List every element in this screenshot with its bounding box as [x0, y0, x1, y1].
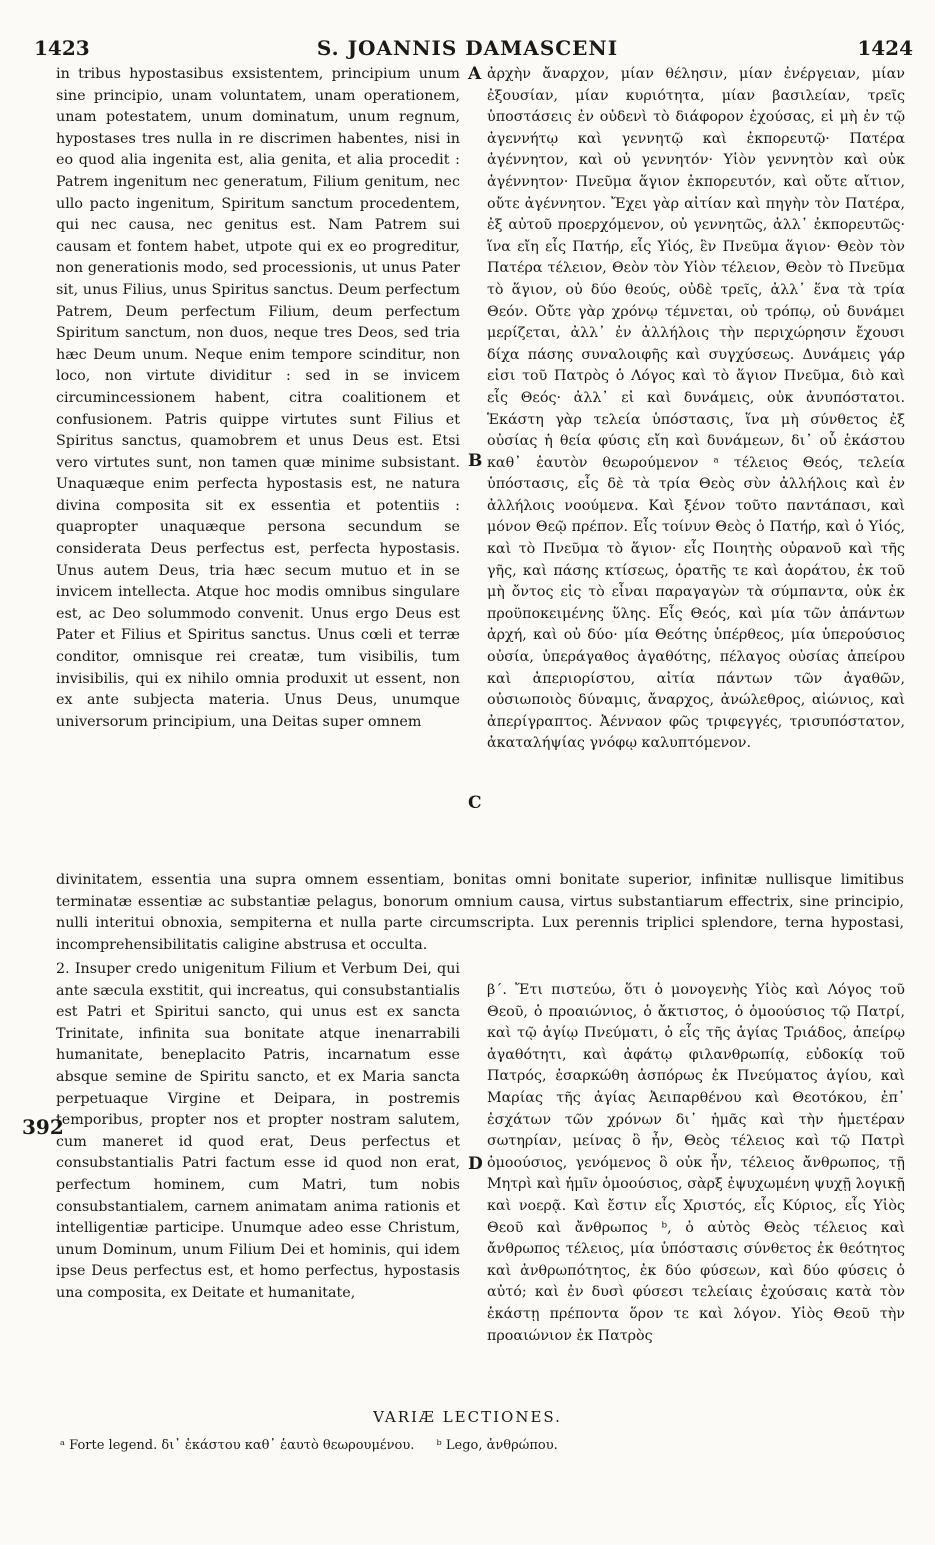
running-header — [0, 36, 935, 62]
latin-column-top — [56, 64, 460, 733]
margin-column-number: 392 — [22, 1115, 64, 1139]
footnote-b: ᵇ Lego, ἀνθρώπου. — [436, 1438, 558, 1453]
margin-letter-c: C — [468, 793, 482, 813]
greek-column-bottom — [487, 980, 905, 1347]
greek-column-top — [487, 64, 905, 755]
latin-full-width-continuation: divinitatem, essentia una supra omnem essentiam, bonitas omni bonitate superior, infinitæ nullisque limitibus terminatæ essentiæ ac substantiæ pelagus, bonorum omnium causa, virtus substantiarum effectrix, sine principio, nulli interitui obnoxia, sempiterna et nulla parte circumscripta. Lux perennis triplici splendore, terna hypostasi, incomprehensibilitatis caligine abstrusa et occulta. — [56, 872, 904, 953]
latin-paragraph-2: 2. Insuper credo unigenitum Filium et Verbum Dei, qui ante sæcula exstitit, qui increatus, qui consubstantialis est Patri et Spiritui sancto, qui unus est ex sancta Trinitate, infinita sua bonitate atque inenarrabili humanitate, beneplacito Patris, incarnatum esse absque semine de Spiritu sancto, et ex Maria sancta perpetuaque Virgine et Deipara, in postremis temporibus, propter nos et propter nostram salutem, cum maneret id quod erat, Deus perfectus et consubstantialis Patri factum esse id quod non erat, perfectum hominem, cum Matri, tum nobis consubstantialem, carnem animatam anima rationis et intelligentiæ participe. Unumque adeo esse Christum, unum Dominum, unum Filium Dei et hominis, qui idem ipse Deus perfectus est, et homo perfectus, hypostasis una composita, ex Deitate et humanitate, — [56, 961, 460, 1301]
latin-column-bottom — [56, 959, 460, 1305]
greek-paragraph-2: β΄. Ἔτι πιστεύω, ὅτι ὁ μονογενὴς Υἱὸς καὶ Λόγος τοῦ Θεοῦ, ὁ προαιώνιος, ὁ ἄκτιστος, ὁ ὁμοούσιος τῷ Πατρί, καὶ τῷ ἁγίῳ Πνεύματι, ὁ εἷς τῆς ἁγίας Τριάδος, ἀπείρῳ ἀγαθότητι, καὶ ἀφάτῳ φιλανθρωπίᾳ, εὐδοκίᾳ τοῦ Πατρός, ἐσαρκώθη ἀσπόρως ἐκ Πνεύματος ἁγίου, καὶ Μαρίας τῆς ἁγίας Ἀειπαρθένου καὶ Θεοτόκου, ἐπ᾽ ἐσχάτων τῶν χρόνων δι᾽ ἡμᾶς καὶ τὴν ἡμετέραν σωτηρίαν, μείνας ὃ ἦν, Θεὸς τέλειος καὶ τῷ Πατρὶ ὁμοούσιος, γενόμενος ὃ οὐκ ἦν, τέλειος ἄνθρωπος, τῇ Μητρὶ καὶ ἡμῖν ὁμοούσιος, σὰρξ ἐψυχωμένη ψυχῇ λογικῇ καὶ νοερᾷ. Καὶ ἔστιν εἷς Χριστός, εἷς Κύριος, εἷς Υἱὸς Θεοῦ καὶ ἄνθρωπος ᵇ, ὁ αὐτὸς Θεὸς τέλειος καὶ ἄνθρωπος τέλειος, μία ὑπόστασις σύνθετος ἐκ θεότητος καὶ ἀνθρωπότητος, ἐκ δύο φύσεων, καὶ δύο φύσεις ὁ αὐτό; καὶ ἐν δυσὶ φύσεσι τελείαις ἐχούσαις κατὰ τὸν ἑκάστῃ πρέποντα ὅρον τε καὶ λόγον. Υἱὸς Θεοῦ τὴν προαιώνιον ἐκ Πατρὸς — [487, 982, 905, 1344]
footnote-a: ᵃ Forte legend. δι᾽ ἑκάστου καθ᾽ ἑαυτὸ θεωρουμένου. — [60, 1438, 415, 1453]
margin-letter-a: A — [468, 64, 482, 84]
right-page-number: 1424 — [857, 36, 913, 60]
footnotes — [60, 1437, 900, 1455]
margin-letter-b: B — [468, 451, 483, 471]
page-title: S. JOANNIS DAMASCENI — [316, 36, 619, 60]
latin-paragraph-1: in tribus hypostasibus exsistentem, principium unum sine principio, unam voluntatem, unam operationem, unam potestatem, unum dominatum, unum regnum, hypostases tres nulla in re discrimen habentes, nisi in eo quod alia ingenita est, alia genita, et alia procedit : Patrem ingenitum nec generatum, Filium genitum, nec ullo pacto ingenitum, Spiritum sanctum procedentem, qui nec causa, nec genitus est. Nam Patrem sui causam et fontem habet, utpote qui ex eo progreditur, non generationis modo, sed processionis, ut unus Pater sit, unus Filius, unus Spiritus sanctus. Deum perfectum Patrem, Deum perfectum Filium, deum perfectum Spiritum sanctum, non duos, neque tres Deos, sed tria hæc Deum unum. Neque enim tempore scinditur, non loco, non virtute dividitur : sed in se invicem circumincessionem habent, citra coalitionem et confusionem. Patris quippe virtutes sunt Filius et Spiritus sanctus, quamobrem et unus Deus est. Etsi vero virtutes sunt, non tamen quæ minime subsistant. Unaquæque enim perfecta hypostasis est, ne natura divina composita sit ex essentia et potentiis : quapropter unaquæque persona secundum se considerata Deus perfectus est, perfecta hypostasis. Unus autem Deus, tria hæc secum mutuo et in se invicem intellecta. Atque hoc modis omnibus singulare est, ac Deo solummodo convenit. Unus ergo Deus est Pater et Filius et Spiritus sanctus. Unus cœli et terræ conditor, omnisque rei creatæ, tum visibilis, tum invisibilis, qui ex nihilo omnia produxit ut essent, non ex ante subjecta materia. Unus Deus, unumque universorum principium, una Deitas super omnem — [56, 66, 460, 730]
margin-letter-d: D — [468, 1154, 483, 1174]
greek-paragraph-1: ἀρχὴν ἄναρχον, μίαν θέλησιν, μίαν ἐνέργειαν, μίαν ἐξουσίαν, μίαν κυριότητα, μίαν βασιλείαν, τρεῖς ὑποστάσεις ἐν οὐδενὶ τὸ διάφορον ἐχούσας, εἰ μὴ ἐν τῷ ἀγεννήτῳ καὶ γεννητῷ καὶ ἐκπορευτῷ· Πατέρα ἀγέννητον, καὶ οὐ γεννητόν· Υἱὸν γεννητὸν καὶ οὐκ ἀγέννητον· Πνεῦμα ἅγιον ἐκπορευτόν, καὶ οὔτε αἴτιον, οὔτε ἀγέννητον. Ἔχει γὰρ αἰτίαν καὶ πηγὴν τὸν Πατέρα, ἐξ αὐτοῦ προερχόμενον, οὐ γεννητῶς, ἀλλ᾽ ἐκπορευτῶς· ἵνα εἴη εἷς Πατήρ, εἷς Υἱός, ἓν Πνεῦμα ἅγιον· Θεὸν τὸν Πατέρα τέλειον, Θεὸν τὸν Υἱὸν τέλειον, Θεὸν τὸ Πνεῦμα τὸ ἅγιον, οὐ δύο θεούς, οὐδὲ τρεῖς, ἀλλ᾽ ἕνα τὰ τρία Θεόν. Οὔτε γὰρ χρόνῳ τέμνεται, οὐ τρόπῳ, οὐ δυνάμει μερίζεται, ἀλλ᾽ ἐν ἀλλήλοις τὴν περιχώρησιν ἔχουσι δίχα πάσης συναλοιφῆς καὶ συγχύσεως. Δυνάμεις γάρ εἰσι τοῦ Πατρὸς ὁ Λόγος καὶ τὸ ἅγιον Πνεῦμα, διὸ καὶ εἷς Θεός· ἀλλ᾽ εἰ καὶ δυνάμεις, οὐκ ἀνυπόστατοι. Ἑκάστη γὰρ τελεία ὑπόστασις, ἵνα μὴ σύνθετος ἐξ οὐσίας ἡ θεία φύσις εἴη καὶ δυνάμεων, δι᾽ οὗ ἑκάστου καθ᾽ ἑαυτὸν θεωρούμενον ᵃ τέλειος Θεός, τελεία ὑπόστασις, εἷς δὲ τὰ τρία Θεὸς σὺν ἀλλήλοις καὶ ἐν ἀλλήλοις νοούμενα. Καὶ ξένον τοῦτο παντάπασι, καὶ μόνον Θεῷ πρέπον. Εἷς τοίνυν Θεὸς ὁ Πατήρ, καὶ ὁ Υἱός, καὶ τὸ Πνεῦμα τὸ ἅγιον· εἷς Ποιητὴς οὐρανοῦ καὶ τῆς γῆς, καὶ πάσης κτίσεως, ὁρατῆς τε καὶ ἀοράτου, ἐκ τοῦ μὴ ὄντος εἰς τὸ εἶναι παραγαγὼν τὰ σύμπαντα, οὐκ ἐκ προϋποκειμένης ὕλης. Εἷς Θεός, καὶ μία τῶν ἁπάντων ἀρχή, καὶ οὐ δύο· μία Θεότης ὑπέρθεος, μία ὑπερούσιος οὐσία, ὑπεράγαθος ἀγαθότης, πέλαγος οὐσίας ἀπείρου καὶ ἀπεριορίστου, αἰτία πάντων τῶν ἀγαθῶν, οὐσιωποιὸς δύναμις, ἄναρχος, ἀνώλεθρος, αἰώνιος, καὶ ἀπερίγραπτος. Ἀένναον φῶς τριφεγγές, τρισυπόστατον, ἀκαταλήψίας γνόφῳ καλυπτόμενον. — [487, 66, 905, 752]
variae-lectiones-heading: VARIÆ LECTIONES. — [373, 1408, 562, 1426]
left-page-number: 1423 — [34, 36, 90, 60]
